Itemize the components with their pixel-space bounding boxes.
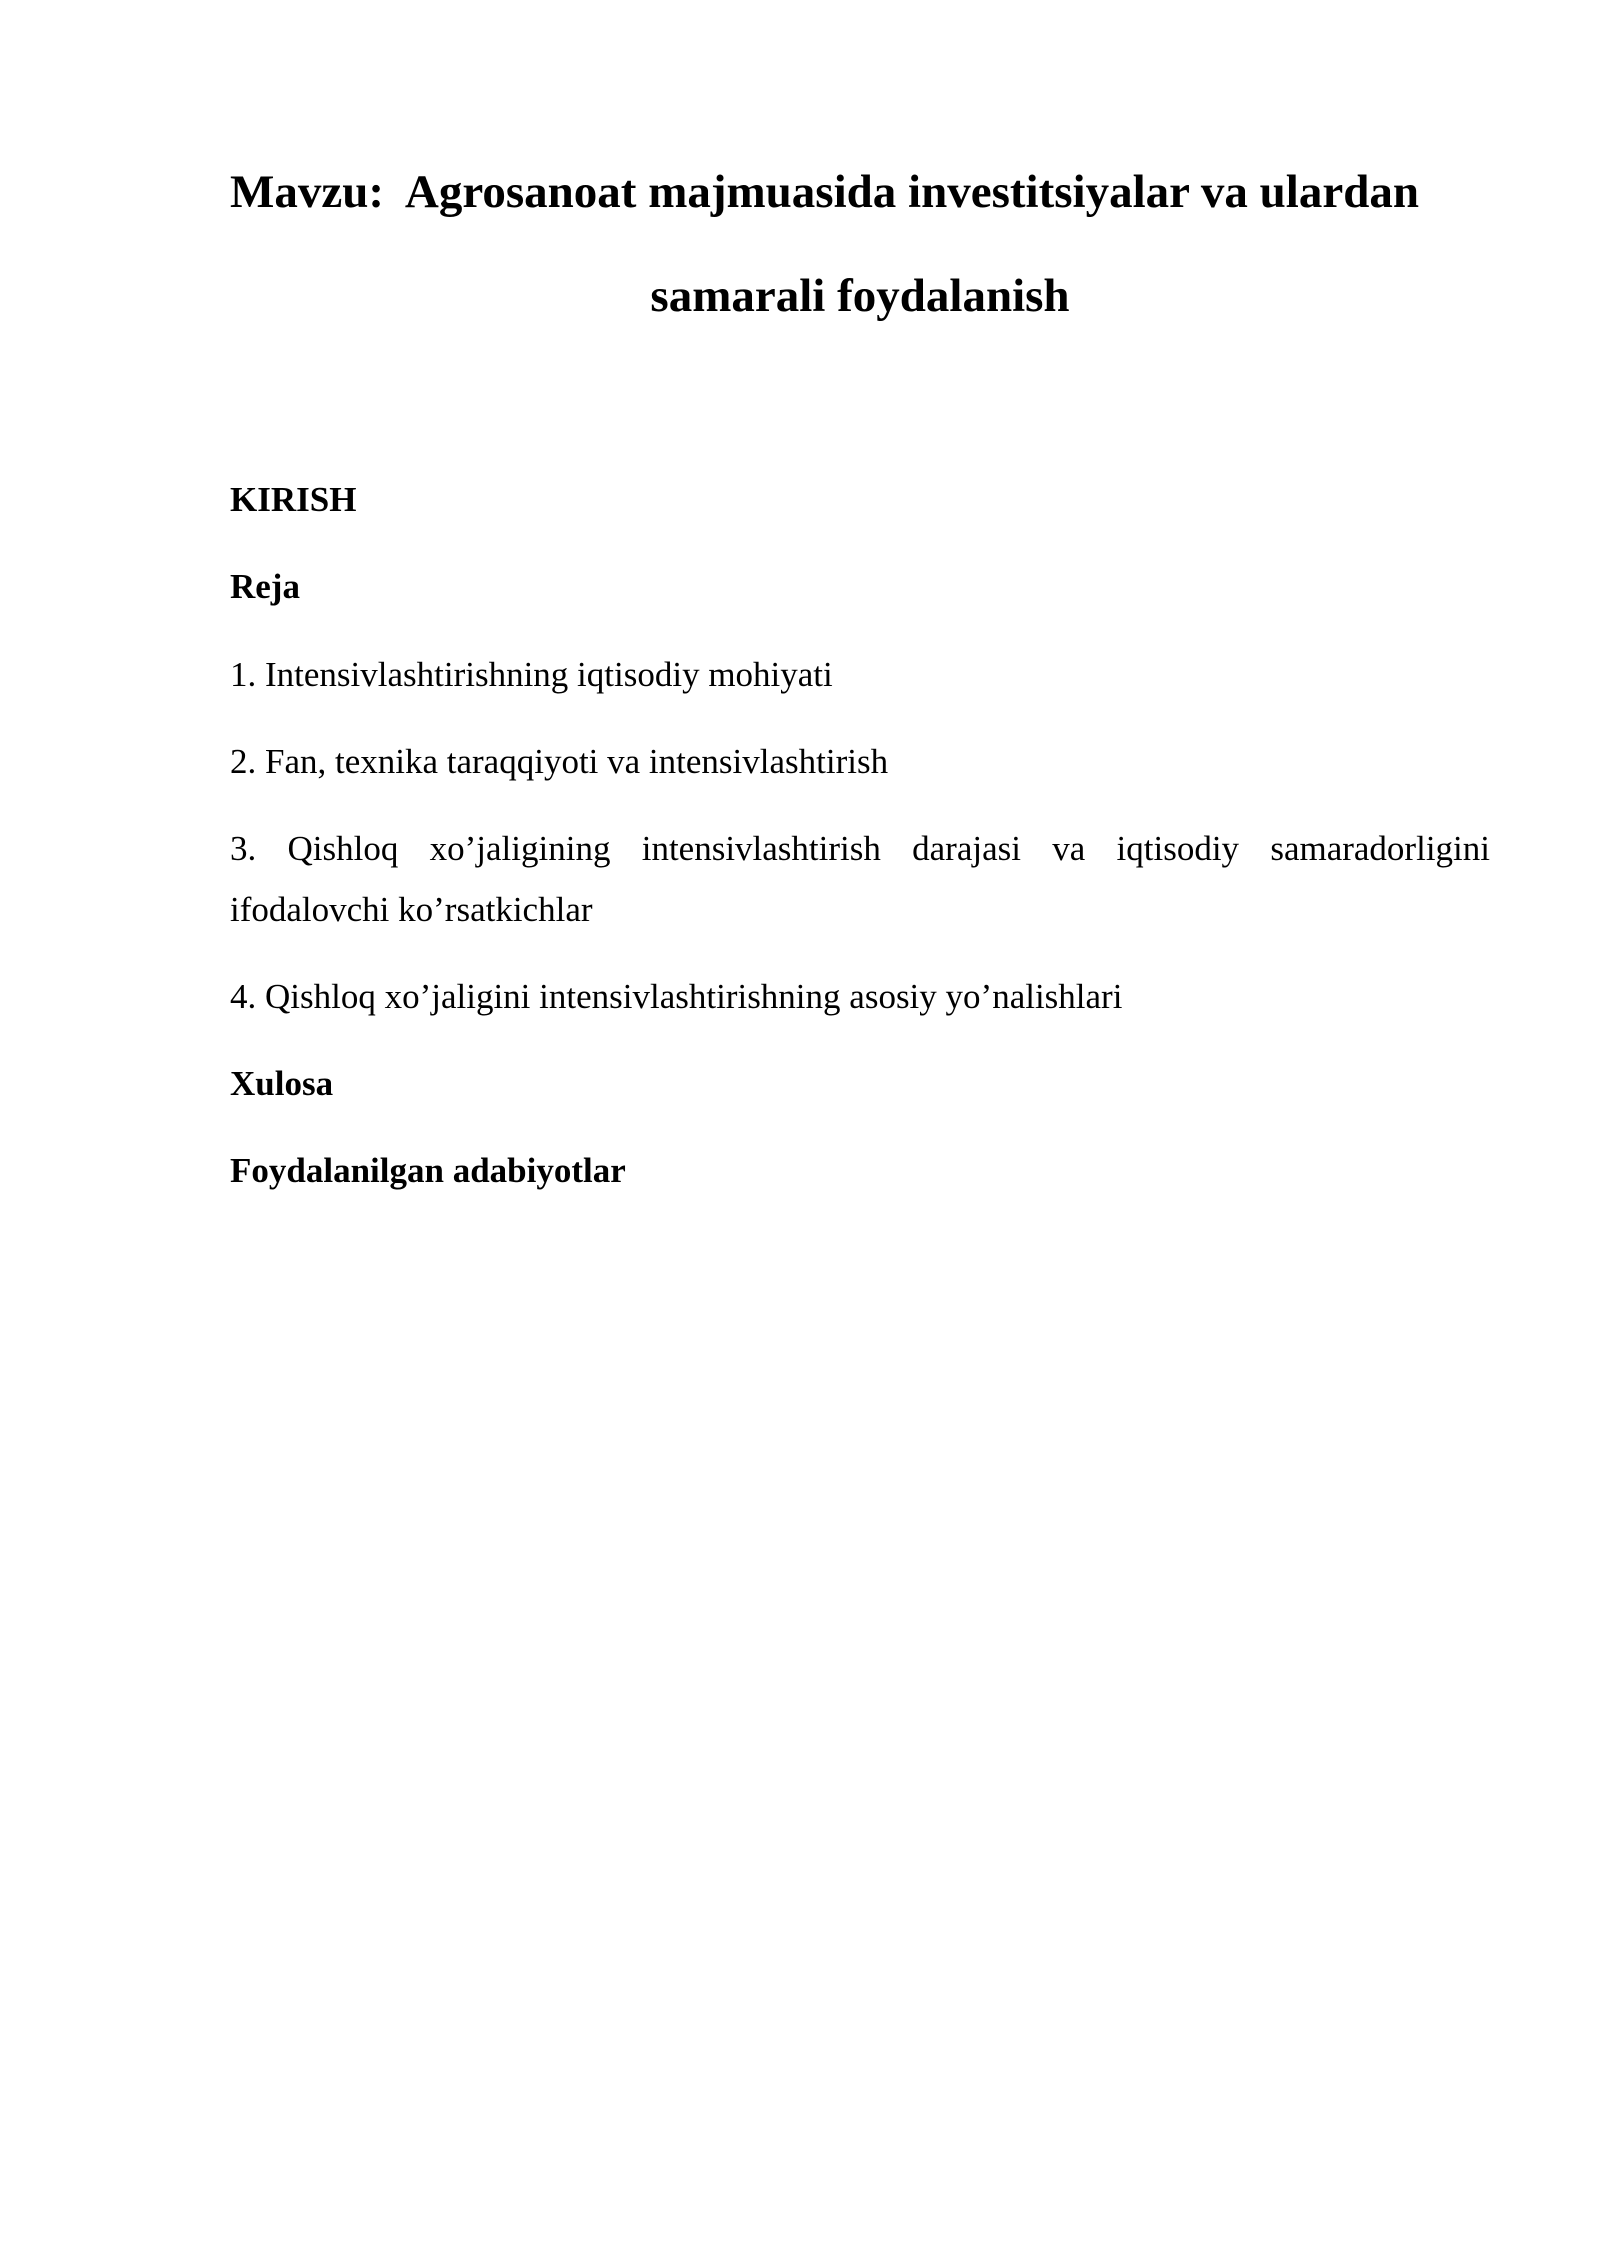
conclusion-heading: Xulosa (230, 1064, 334, 1103)
references-heading: Foydalanilgan adabiyotlar (230, 1151, 626, 1190)
plan-item-1: 1. Intensivlashtirishning iqtisodiy mohiyati (230, 655, 833, 694)
plan-heading: Reja (230, 567, 300, 606)
plan-item-2: 2. Fan, texnika taraqqiyoti va intensivlashtirish (230, 742, 889, 781)
plan-item-4: 4. Qishloq xo’jaligini intensivlashtirishning asosiy yo’nalishlari (230, 977, 1123, 1016)
intro-heading: KIRISH (230, 480, 357, 519)
document-content (230, 140, 1490, 1195)
title-line-2: samarali foydalanish (650, 270, 1070, 322)
title-line-1: Mavzu: Agrosanoat majmuasida investitsiyalar va ulardan (230, 166, 1419, 218)
document-title (230, 140, 1490, 348)
plan-item-3: 3. Qishloq xo’jaligining intensivlashtirish darajasi va iqtisodiy samaradorligini ifodalovchi ko’rsatkichlar (230, 829, 1490, 929)
